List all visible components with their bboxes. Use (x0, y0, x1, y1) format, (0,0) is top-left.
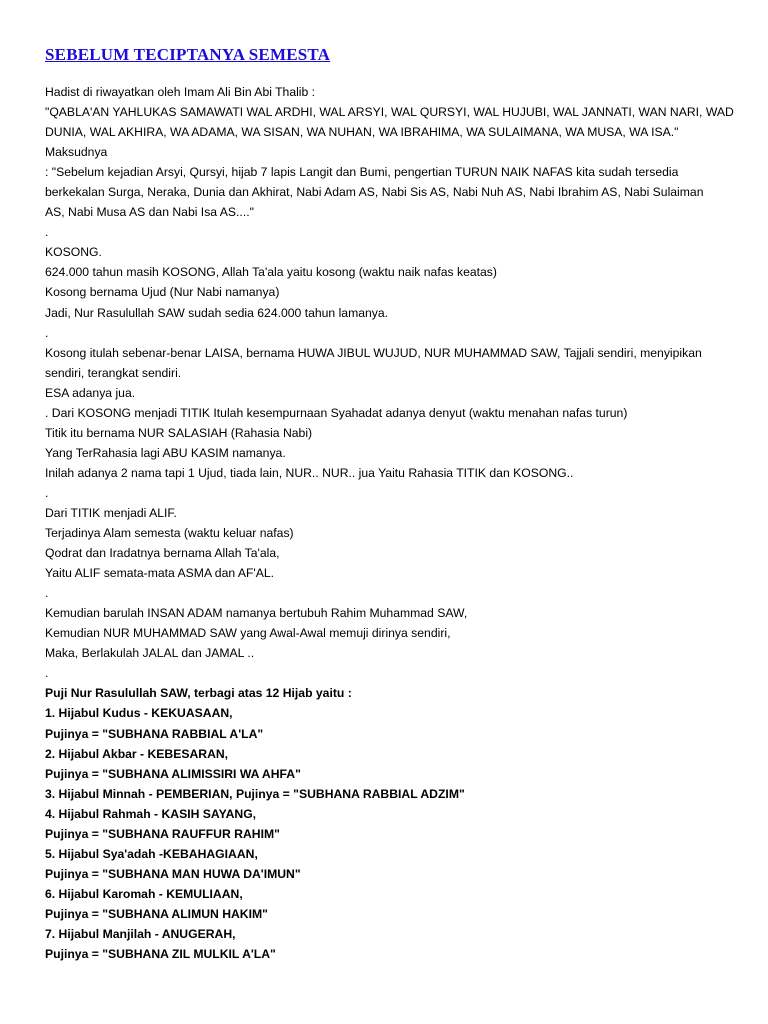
text-line: Pujinya = "SUBHANA ZIL MULKIL A'LA" (45, 947, 276, 962)
text-line: Inilah adanya 2 nama tapi 1 Ujud, tiada lain, NUR.. NUR.. jua Yaitu Rahasia TITIK dan KOSONG.. (45, 465, 574, 480)
text-line: Pujinya = "SUBHANA RABBIAL A'LA" (45, 726, 264, 741)
text-line: Kemudian barulah INSAN ADAM namanya bertubuh Rahim Muhammad SAW, (45, 606, 468, 621)
document-body (45, 82, 735, 964)
separator-dot: . (45, 586, 49, 601)
text-line: 1. Hijabul Kudus - KEKUASAAN, (45, 706, 233, 721)
text-line: Pujinya = "SUBHANA ALIMUN HAKIM" (45, 906, 268, 921)
text-line: "QABLA'AN YAHLUKAS SAMAWATI WAL ARDHI, WAL ARSYI, WAL QURSYI, WAL HUJUBI, WAL JANNATI, WAN NARI, WAD (45, 105, 734, 120)
separator-dot: . (45, 485, 49, 500)
text-line: berkekalan Surga, Neraka, Dunia dan Akhirat, Nabi Adam AS, Nabi Sis AS, Nabi Nuh AS, Nabi Ibrahim AS, Nabi Sulaiman (45, 185, 704, 200)
text-line: Titik itu bernama NUR SALASIAH (Rahasia Nabi) (45, 425, 313, 440)
text-line: 7. Hijabul Manjilah - ANUGERAH, (45, 926, 236, 941)
text-line: 6. Hijabul Karomah - KEMULIAAN, (45, 886, 243, 901)
text-line: . Dari KOSONG menjadi TITIK Itulah kesempurnaan Syahadat adanya denyut (waktu menahan nafas turun) (45, 405, 628, 420)
separator-dot: . (45, 325, 49, 340)
text-line: KOSONG. (45, 245, 102, 260)
text-line: 624.000 tahun masih KOSONG, Allah Ta'ala yaitu kosong (waktu naik nafas keatas) (45, 265, 497, 280)
text-line: Yaitu ALIF semata-mata ASMA dan AF'AL. (45, 566, 275, 581)
text-line: Kosong bernama Ujud (Nur Nabi namanya) (45, 285, 280, 300)
separator-dot: . (45, 225, 49, 240)
text-line: Terjadinya Alam semesta (waktu keluar nafas) (45, 526, 294, 541)
text-line: Qodrat dan Iradatnya bernama Allah Ta'ala, (45, 546, 280, 561)
text-line: Kemudian NUR MUHAMMAD SAW yang Awal-Awal memuji dirinya sendiri, (45, 626, 451, 641)
text-line: Pujinya = "SUBHANA MAN HUWA DA'IMUN" (45, 866, 301, 881)
text-line: Pujinya = "SUBHANA ALIMISSIRI WA AHFA" (45, 766, 301, 781)
text-line: sendiri, terangkat sendiri. (45, 365, 182, 380)
document-title[interactable]: SEBELUM TECIPTANYA SEMESTA (45, 45, 331, 64)
text-line: ESA adanya jua. (45, 385, 136, 400)
text-line: 2. Hijabul Akbar - KEBESARAN, (45, 746, 229, 761)
text-line: Yang TerRahasia lagi ABU KASIM namanya. (45, 445, 286, 460)
text-line: Pujinya = "SUBHANA RAUFFUR RAHIM" (45, 826, 280, 841)
text-line: 4. Hijabul Rahmah - KASIH SAYANG, (45, 806, 257, 821)
text-line: Hadist di riwayatkan oleh Imam Ali Bin Abi Thalib : (45, 85, 316, 99)
document-page (45, 44, 735, 964)
separator-dot: . (45, 666, 49, 681)
text-line: DUNIA, WAL AKHIRA, WA ADAMA, WA SISAN, WA NUHAN, WA IBRAHIMA, WA SULAIMANA, WA MUSA, WA ISA." (45, 125, 679, 140)
text-line: Maksudnya (45, 145, 108, 160)
text-line: AS, Nabi Musa AS dan Nabi Isa AS...." (45, 205, 254, 220)
text-line: Maka, Berlakulah JALAL dan JAMAL .. (45, 646, 255, 661)
text-line: : "Sebelum kejadian Arsyi, Qursyi, hijab 7 lapis Langit dan Bumi, pengertian TURUN NAIK NAFAS kita sudah tersedia (45, 165, 679, 180)
text-line: 5. Hijabul Sya'adah -KEBAHAGIAAN, (45, 846, 258, 861)
text-line: Jadi, Nur Rasulullah SAW sudah sedia 624.000 tahun lamanya. (45, 305, 389, 320)
text-line: Puji Nur Rasulullah SAW, terbagi atas 12 Hijab yaitu : (45, 686, 352, 701)
text-line: Dari TITIK menjadi ALIF. (45, 505, 177, 520)
text-line: 3. Hijabul Minnah - PEMBERIAN, Pujinya = "SUBHANA RABBIAL ADZIM" (45, 786, 465, 801)
text-line: Kosong itulah sebenar-benar LAISA, bernama HUWA JIBUL WUJUD, NUR MUHAMMAD SAW, Tajjali sendiri, menyipikan (45, 345, 702, 360)
